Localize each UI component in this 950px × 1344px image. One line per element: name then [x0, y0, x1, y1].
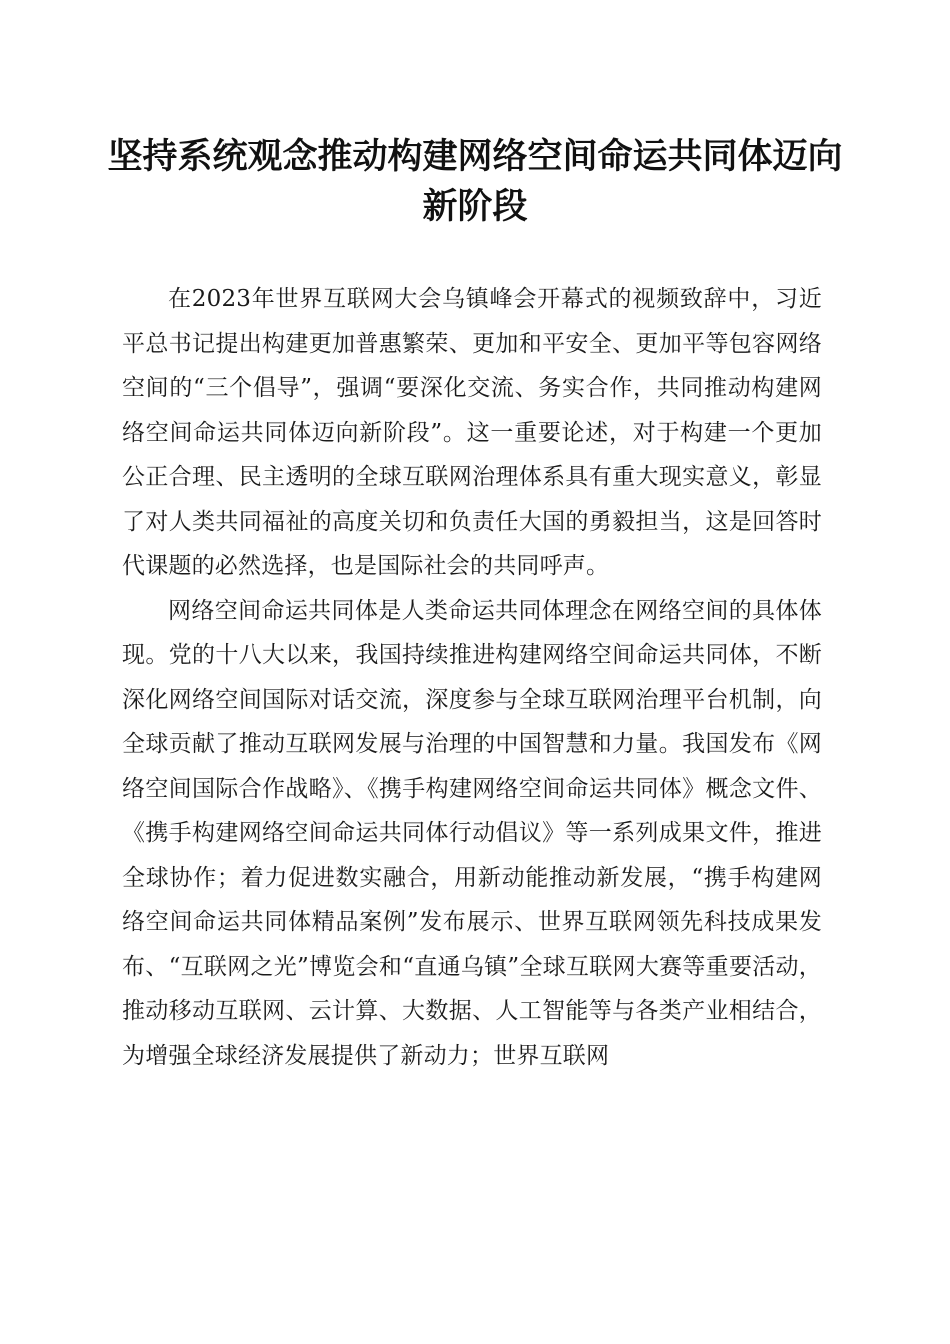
document-title: 坚持系统观念推动构建网络空间命运共同体迈向新阶段 [107, 136, 843, 227]
paragraph-2: 网络空间命运共同体是人类命运共同体理念在网络空间的具体体现。党的十八大以来，我国持续推进构建网络空间命运共同体，不断深化网络空间国际对话交流，深度参与全球互联网治理平台机制，向全球贡献了推动互联网发展与治理的中国智慧和力量。我国发布《网络空间国际合作战略》、《携手构建网络空间命运共同体》概念文件、《携手构建网络空间命运共同体行动倡议》等一系列成果文件，推进全球协作；着力促进数实融合，用新动能推动新发展，“携手构建网络空间命运共同体精品案例”发布展示、世界互联网领先科技成果发布、“互联网之光”博览会和“直通乌镇”全球互联网大赛等重要活动，推动移动互联网、云计算、大数据、人工智能等与各类产业相结合，为增强全球经济发展提供了新动力；世界互联网 [122, 597, 822, 1069]
document-body [122, 277, 822, 1078]
paragraph-1: 在2023年世界互联网大会乌镇峰会开幕式的视频致辞中，习近平总书记提出构建更加普惠繁荣、更加和平安全、更加平等包容网络空间的“三个倡导”，强调“要深化交流、务实合作，共同推动构建网络空间命运共同体迈向新阶段”。这一重要论述，对于构建一个更加公正合理、民主透明的全球互联网治理体系具有重大现实意义，彰显了对人类共同福祉的高度关切和负责任大国的勇毅担当，这是回答时代课题的必然选择，也是国际社会的共同呼声。 [122, 286, 822, 579]
